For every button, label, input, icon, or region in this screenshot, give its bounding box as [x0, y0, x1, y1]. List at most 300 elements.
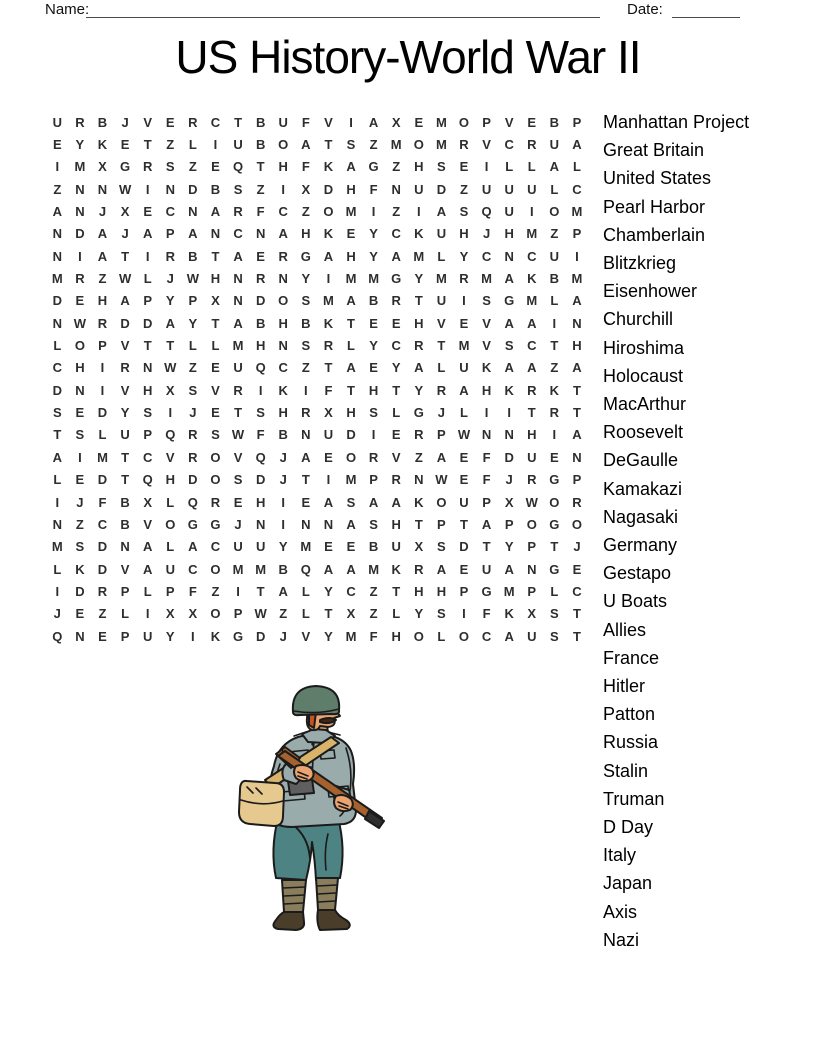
grid-letter: I — [168, 405, 173, 421]
grid-letter: M — [345, 271, 357, 287]
grid-letter: U — [459, 494, 469, 510]
grid-letter: I — [371, 204, 376, 220]
grid-letter: T — [414, 516, 423, 532]
grid-letter: I — [529, 204, 534, 220]
grid-letter: K — [323, 315, 334, 331]
grid-letter: V — [482, 315, 491, 331]
soldier-mustache — [320, 718, 336, 723]
grid-letter: L — [301, 583, 310, 599]
grid-letter: M — [390, 137, 402, 153]
grid-letter: D — [75, 583, 85, 599]
grid-letter: E — [414, 114, 424, 130]
grid-letter: Z — [414, 449, 423, 465]
word-list-item: Nagasaki — [603, 506, 679, 527]
grid-letter: J — [121, 226, 129, 242]
grid-letter: J — [76, 494, 84, 510]
grid-letter: R — [368, 449, 379, 465]
grid-letter: U — [255, 539, 266, 555]
grid-letter: P — [504, 516, 514, 532]
grid-letter: C — [481, 248, 492, 264]
grid-letter: S — [165, 159, 175, 175]
grid-letter: N — [75, 181, 85, 197]
grid-letter: A — [572, 137, 582, 153]
grid-letter: P — [572, 226, 582, 242]
grid-letter: P — [120, 583, 130, 599]
word-search-grid — [46, 111, 588, 647]
grid-letter: H — [459, 226, 469, 242]
grid-letter: Z — [98, 606, 107, 622]
grid-letter: H — [436, 583, 447, 599]
grid-letter: L — [460, 405, 468, 421]
grid-letter: J — [98, 204, 107, 220]
grid-letter: R — [323, 338, 334, 354]
word-list-item: Chamberlain — [603, 224, 706, 245]
grid-letter: D — [97, 405, 108, 421]
grid-letter: Y — [459, 248, 469, 264]
grid-letter: R — [188, 427, 198, 443]
grid-letter: Y — [324, 628, 333, 644]
grid-letter: A — [572, 360, 582, 376]
word-list-item: Russia — [603, 732, 659, 753]
grid-letter: T — [527, 405, 536, 421]
grid-letter: E — [459, 561, 469, 577]
grid-letter: J — [482, 226, 491, 242]
grid-letter: O — [436, 494, 447, 510]
grid-letter: M — [571, 204, 583, 220]
grid-letter: A — [481, 516, 492, 532]
grid-letter: C — [278, 204, 288, 220]
grid-letter: R — [233, 204, 243, 220]
grid-letter: S — [437, 159, 446, 175]
grid-letter: W — [457, 427, 471, 443]
grid-letter: S — [233, 181, 243, 197]
grid-letter: L — [188, 137, 197, 153]
grid-letter: M — [51, 539, 63, 555]
grid-letter: H — [414, 315, 424, 331]
grid-letter: A — [436, 449, 447, 465]
grid-letter: J — [573, 539, 581, 555]
grid-letter: T — [234, 114, 243, 130]
word-list-item: Germany — [603, 535, 678, 556]
grid-letter: Z — [188, 360, 197, 376]
grid-letter: D — [97, 561, 108, 577]
grid-letter: A — [323, 494, 334, 510]
grid-letter: T — [256, 159, 265, 175]
grid-letter: Y — [165, 628, 175, 644]
grid-letter: C — [572, 583, 582, 599]
grid-letter: Z — [369, 137, 378, 153]
grid-letter: T — [234, 405, 243, 421]
grid-letter: A — [346, 516, 356, 532]
grid-letter: P — [482, 114, 491, 130]
grid-letter: N — [504, 248, 514, 264]
grid-letter: A — [436, 561, 447, 577]
grid-letter: X — [391, 114, 401, 130]
grid-letter: A — [323, 248, 334, 264]
grid-letter: U — [52, 114, 62, 130]
grid-letter: T — [324, 137, 333, 153]
grid-letter: E — [211, 405, 220, 421]
grid-letter: C — [346, 583, 356, 599]
grid-letter: A — [572, 293, 582, 309]
grid-letter: W — [254, 606, 267, 622]
grid-letter: L — [301, 606, 310, 622]
grid-letter: N — [323, 516, 334, 532]
grid-letter: U — [278, 114, 288, 130]
grid-letter: O — [458, 628, 470, 644]
grid-letter: H — [504, 226, 514, 242]
soldier-boot-left — [273, 912, 304, 930]
grid-letter: G — [481, 583, 492, 599]
grid-letter: B — [549, 114, 560, 130]
grid-letter: C — [97, 516, 108, 532]
grid-letter: D — [255, 293, 266, 309]
grid-letter: A — [165, 315, 175, 331]
grid-letter: O — [210, 449, 221, 465]
grid-letter: V — [504, 114, 514, 130]
grid-letter: J — [189, 405, 197, 421]
grid-letter: T — [572, 405, 581, 421]
grid-letter: V — [120, 382, 130, 398]
grid-letter: V — [301, 628, 311, 644]
grid-letter: I — [55, 159, 60, 175]
grid-letter: O — [278, 293, 289, 309]
grid-letter: A — [323, 561, 334, 577]
word-list-item: Japan — [603, 873, 653, 894]
grid-letter: C — [210, 114, 221, 130]
grid-letter: A — [120, 293, 130, 309]
grid-letter: T — [324, 606, 333, 622]
grid-letter: G — [210, 516, 221, 532]
word-list-item: Churchill — [603, 309, 674, 330]
grid-letter: C — [572, 181, 582, 197]
grid-letter: Q — [165, 427, 176, 443]
grid-letter: U — [233, 360, 243, 376]
grid-letter: A — [527, 360, 537, 376]
grid-letter: M — [435, 271, 447, 287]
grid-letter: E — [459, 159, 469, 175]
grid-letter: D — [255, 472, 266, 488]
grid-letter: T — [121, 472, 130, 488]
grid-letter: E — [459, 315, 469, 331]
grid-letter: E — [459, 449, 469, 465]
grid-letter: L — [437, 248, 446, 264]
grid-letter: C — [481, 628, 492, 644]
grid-letter: U — [414, 181, 424, 197]
grid-letter: I — [213, 137, 218, 153]
grid-letter: N — [414, 472, 424, 488]
grid-letter: N — [75, 382, 85, 398]
grid-letter: E — [233, 494, 243, 510]
grid-letter: E — [301, 494, 311, 510]
grid-letter: S — [233, 472, 243, 488]
grid-letter: P — [437, 516, 446, 532]
grid-letter: A — [188, 539, 198, 555]
grid-letter: I — [484, 159, 489, 175]
grid-letter: L — [166, 539, 175, 555]
grid-letter: Q — [481, 204, 492, 220]
grid-letter: M — [526, 293, 538, 309]
grid-letter: C — [391, 338, 401, 354]
grid-letter: M — [345, 204, 357, 220]
grid-letter: D — [52, 293, 62, 309]
grid-letter: H — [278, 315, 288, 331]
grid-letter: E — [527, 114, 537, 130]
grid-letter: O — [458, 114, 470, 130]
grid-letter: M — [503, 583, 515, 599]
grid-letter: S — [346, 494, 356, 510]
grid-letter: Q — [255, 360, 266, 376]
grid-letter: R — [255, 271, 266, 287]
grid-letter: H — [165, 472, 175, 488]
grid-letter: J — [53, 606, 61, 622]
grid-letter: N — [75, 204, 85, 220]
word-list-item: Hitler — [603, 676, 646, 697]
grid-letter: Q — [187, 494, 198, 510]
grid-letter: W — [435, 472, 448, 488]
grid-letter: D — [97, 539, 108, 555]
grid-letter: O — [210, 472, 221, 488]
grid-letter: G — [368, 159, 379, 175]
grid-letter: G — [300, 248, 311, 264]
word-list-item: Stalin — [603, 760, 649, 781]
grid-letter: H — [301, 226, 311, 242]
grid-letter: F — [301, 159, 310, 175]
grid-letter: A — [52, 204, 62, 220]
grid-letter: U — [436, 226, 447, 242]
grid-letter: R — [97, 583, 108, 599]
grid-letter: C — [527, 338, 537, 354]
grid-letter: H — [481, 382, 492, 398]
grid-letter: C — [233, 226, 243, 242]
grid-letter: Q — [232, 159, 244, 175]
grid-letter: L — [437, 360, 446, 376]
grid-letter: N — [233, 293, 243, 309]
grid-letter: E — [346, 226, 356, 242]
grid-letter: I — [100, 382, 105, 398]
grid-letter: U — [549, 248, 560, 264]
grid-letter: K — [504, 606, 514, 622]
grid-letter: L — [550, 181, 559, 197]
grid-letter: L — [211, 338, 220, 354]
grid-letter: T — [143, 137, 152, 153]
grid-letter: R — [165, 248, 175, 264]
grid-letter: U — [481, 561, 492, 577]
grid-letter: X — [188, 606, 198, 622]
name-label: Name: — [45, 1, 90, 18]
grid-letter: U — [549, 137, 560, 153]
grid-letter: M — [571, 271, 583, 287]
word-list-item: Pearl Harbor — [603, 196, 706, 217]
grid-letter: V — [482, 338, 491, 354]
grid-letter: Y — [369, 338, 378, 354]
grid-letter: U — [504, 181, 514, 197]
grid-letter: Y — [414, 606, 424, 622]
grid-letter: E — [256, 248, 265, 264]
grid-letter: R — [75, 271, 85, 287]
grid-letter: R — [278, 248, 288, 264]
word-list-item: Hiroshima — [603, 337, 685, 358]
grid-letter: E — [572, 561, 582, 577]
grid-letter: Z — [369, 606, 378, 622]
grid-letter: U — [527, 628, 537, 644]
grid-letter: C — [210, 539, 221, 555]
grid-letter: B — [120, 516, 130, 532]
grid-letter: D — [188, 181, 198, 197]
grid-letter: H — [346, 181, 356, 197]
grid-letter: A — [436, 204, 447, 220]
grid-letter: T — [392, 583, 401, 599]
grid-letter: D — [459, 539, 469, 555]
grid-letter: V — [391, 449, 401, 465]
grid-letter: T — [166, 338, 175, 354]
grid-letter: F — [256, 204, 265, 220]
grid-letter: A — [97, 248, 108, 264]
grid-letter: B — [301, 315, 311, 331]
grid-letter: M — [300, 539, 312, 555]
grid-letter: X — [414, 539, 424, 555]
grid-letter: B — [368, 293, 379, 309]
grid-letter: T — [392, 382, 401, 398]
grid-letter: A — [368, 114, 379, 130]
grid-letter: O — [413, 137, 424, 153]
grid-letter: U — [233, 137, 243, 153]
grid-letter: L — [437, 628, 446, 644]
grid-letter: N — [481, 427, 492, 443]
grid-letter: O — [549, 204, 560, 220]
grid-letter: Z — [75, 516, 84, 532]
grid-letter: U — [120, 427, 130, 443]
grid-letter: E — [324, 449, 333, 465]
grid-letter: E — [324, 539, 333, 555]
word-list-item: Nazi — [603, 929, 640, 950]
grid-letter: F — [188, 583, 197, 599]
grid-letter: V — [143, 516, 152, 532]
grid-letter: W — [164, 360, 177, 376]
grid-letter: J — [279, 472, 287, 488]
grid-letter: G — [413, 405, 424, 421]
grid-letter: I — [281, 494, 286, 510]
grid-letter: I — [575, 248, 579, 264]
grid-letter: X — [211, 293, 220, 309]
grid-letter: K — [97, 137, 108, 153]
grid-letter: C — [391, 226, 401, 242]
grid-letter: R — [301, 405, 311, 421]
grid-letter: K — [481, 360, 492, 376]
grid-letter: M — [435, 114, 447, 130]
grid-letter: O — [210, 561, 221, 577]
grid-letter: M — [413, 248, 425, 264]
grid-letter: R — [142, 159, 153, 175]
grid-letter: S — [437, 606, 446, 622]
grid-letter: P — [143, 293, 152, 309]
grid-letter: O — [278, 137, 289, 153]
grid-letter: O — [323, 204, 334, 220]
grid-letter: M — [368, 271, 380, 287]
grid-letter: P — [120, 628, 130, 644]
grid-letter: N — [572, 315, 582, 331]
grid-letter: L — [347, 338, 355, 354]
grid-letter: L — [166, 494, 175, 510]
grid-letter: O — [165, 516, 176, 532]
word-list-item: Allies — [603, 619, 647, 640]
grid-letter: M — [255, 561, 267, 577]
grid-letter: H — [391, 516, 401, 532]
grid-letter: N — [301, 427, 311, 443]
grid-letter: L — [143, 271, 152, 287]
grid-letter: A — [504, 360, 514, 376]
grid-letter: M — [232, 561, 244, 577]
grid-letter: H — [368, 382, 379, 398]
grid-letter: R — [527, 382, 537, 398]
grid-letter: Y — [278, 539, 288, 555]
grid-letter: L — [98, 427, 107, 443]
grid-letter: K — [391, 561, 401, 577]
grid-letter: A — [368, 494, 379, 510]
grid-letter: R — [527, 137, 537, 153]
grid-letter: O — [413, 628, 424, 644]
grid-letter: G — [120, 159, 131, 175]
word-list-item: Manhattan Project — [603, 112, 750, 132]
grid-letter: S — [369, 516, 378, 532]
grid-letter: S — [143, 405, 152, 421]
grid-letter: A — [233, 248, 243, 264]
grid-letter: A — [504, 628, 514, 644]
grid-letter: N — [572, 449, 582, 465]
page-title: US History-World War II — [175, 31, 641, 83]
grid-letter: H — [142, 382, 153, 398]
grid-letter: R — [391, 293, 401, 309]
grid-letter: D — [142, 315, 153, 331]
grid-letter: H — [97, 293, 108, 309]
grid-letter: T — [211, 248, 220, 264]
grid-letter: S — [188, 382, 198, 398]
grid-letter: A — [504, 561, 514, 577]
grid-letter: T — [121, 449, 130, 465]
grid-letter: T — [460, 516, 468, 532]
grid-letter: Z — [301, 204, 310, 220]
grid-letter: H — [255, 338, 266, 354]
grid-letter: I — [416, 204, 421, 220]
grid-letter: D — [120, 315, 130, 331]
grid-letter: S — [301, 338, 311, 354]
grid-letter: V — [437, 315, 446, 331]
grid-letter: T — [572, 628, 581, 644]
grid-letter: J — [234, 516, 242, 532]
soldier-rifle-muzzle — [365, 811, 384, 828]
grid-letter: Z — [550, 226, 559, 242]
grid-letter: N — [75, 628, 85, 644]
grid-letter: J — [437, 405, 445, 421]
word-list-item: Truman — [603, 788, 665, 809]
grid-letter: I — [281, 516, 286, 532]
word-list-item: Axis — [603, 901, 638, 922]
grid-letter: U — [436, 293, 447, 309]
grid-letter: G — [549, 472, 560, 488]
grid-letter: Z — [460, 181, 468, 197]
grid-letter: H — [391, 628, 401, 644]
grid-letter: M — [458, 338, 470, 354]
grid-letter: B — [549, 271, 560, 287]
grid-letter: R — [188, 114, 198, 130]
grid-letter: D — [97, 472, 108, 488]
grid-letter: M — [435, 137, 447, 153]
grid-letter: N — [301, 516, 311, 532]
grid-letter: Y — [369, 248, 378, 264]
grid-letter: A — [504, 315, 514, 331]
grid-letter: Y — [301, 271, 311, 287]
grid-letter: E — [211, 159, 220, 175]
